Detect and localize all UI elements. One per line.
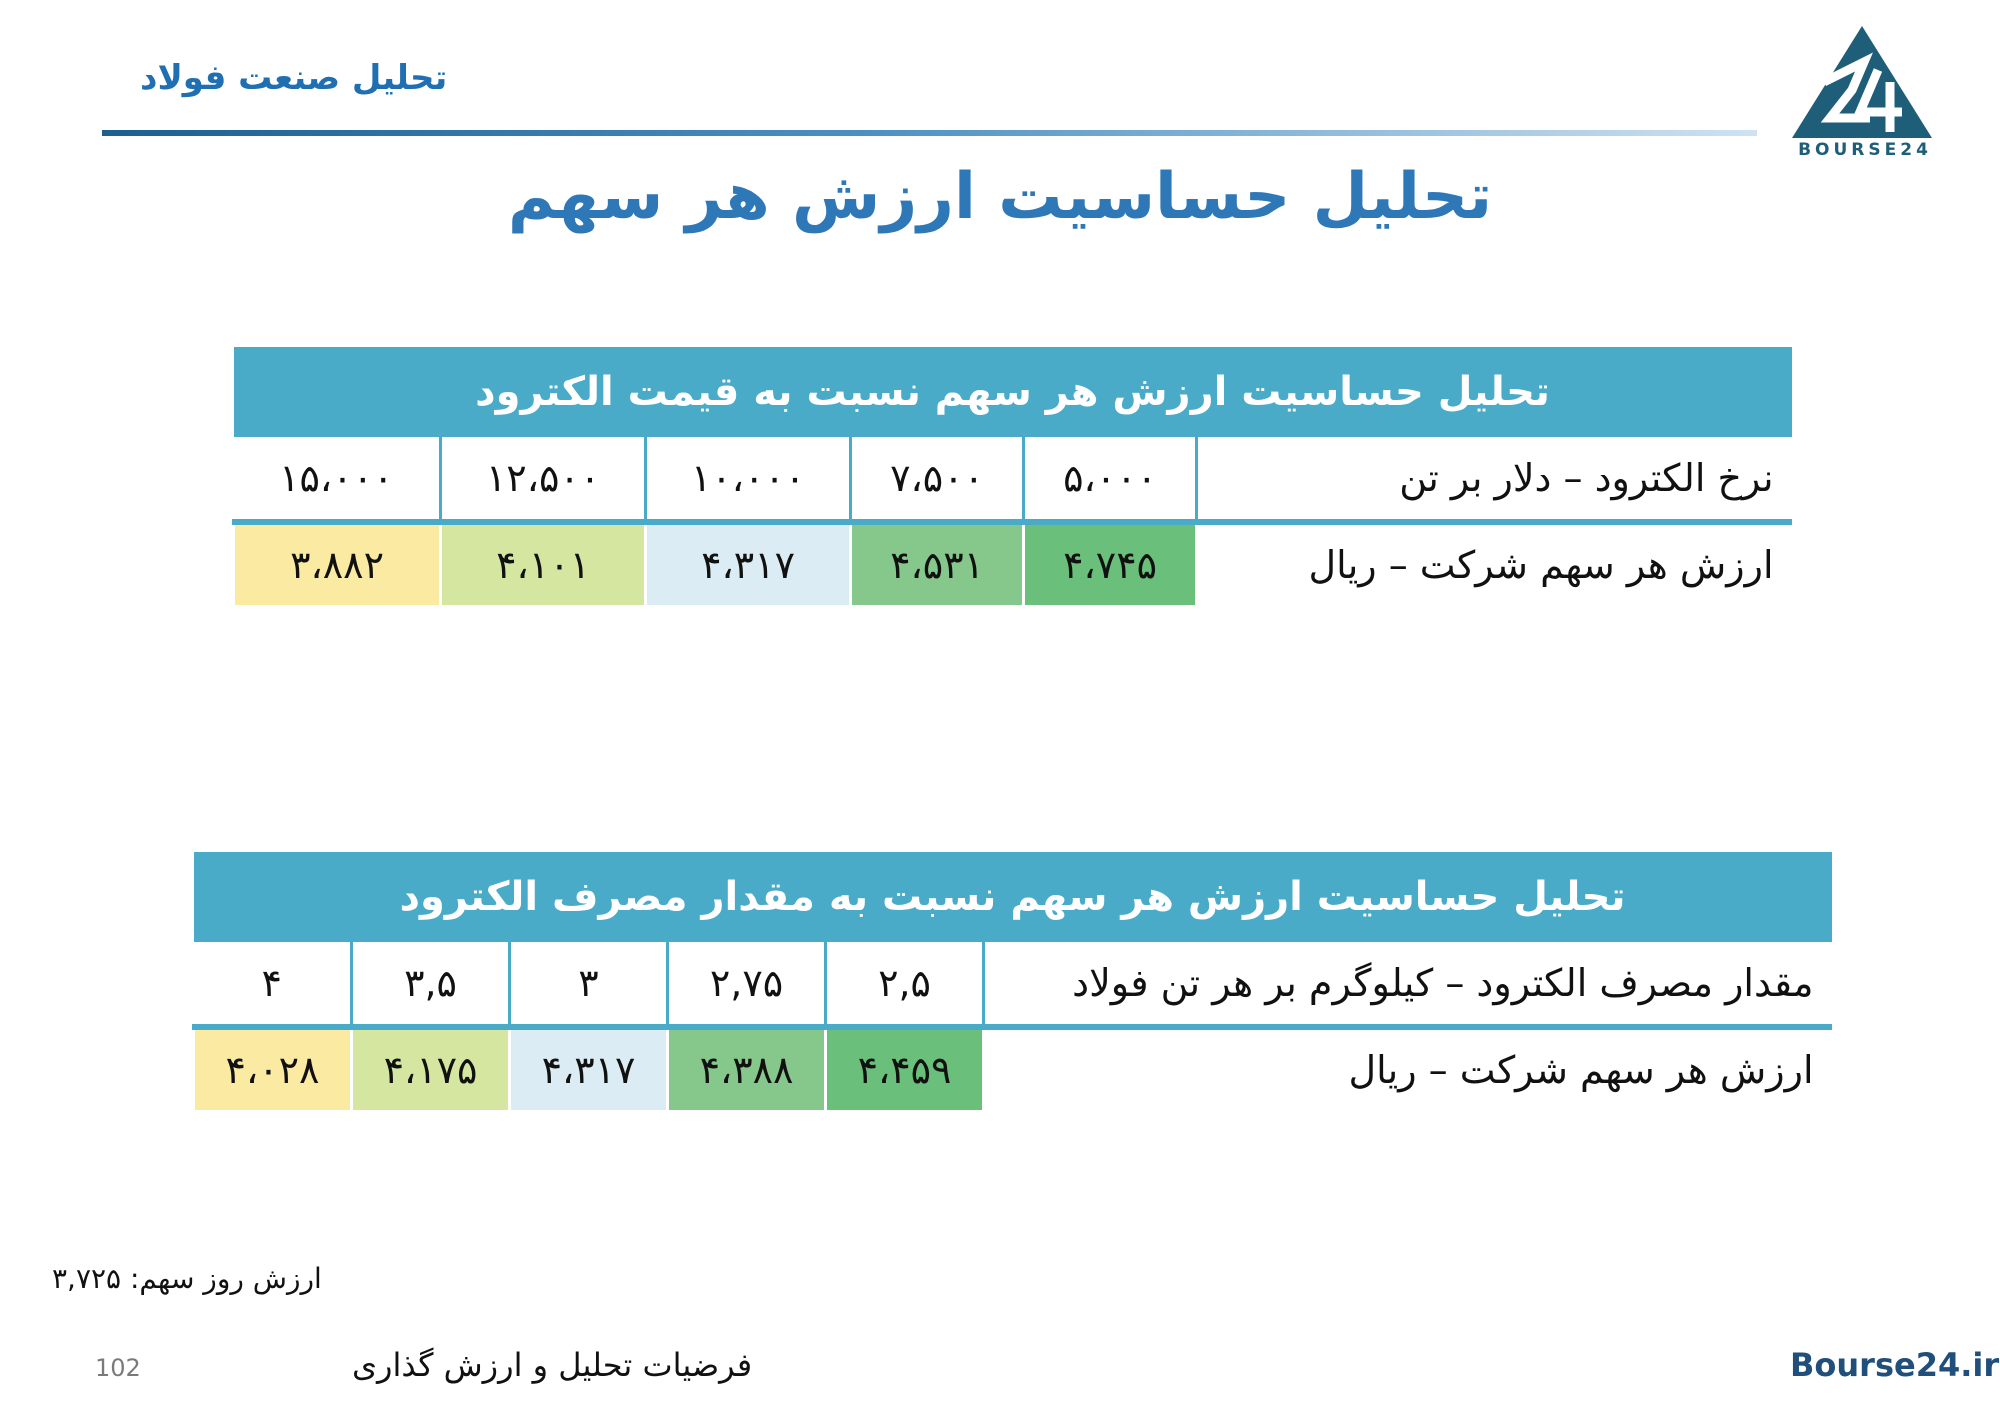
table-cell: ۴،۷۴۵ <box>1024 522 1197 605</box>
table-row <box>194 1027 1832 1110</box>
table-row <box>234 522 1792 605</box>
table-cell: ۳،۸۸۲ <box>234 522 441 605</box>
row-label: ارزش هر سهم شرکت – ریال <box>984 1027 1832 1110</box>
electrode-price-sensitivity-table <box>232 347 1792 605</box>
table-row <box>194 942 1832 1027</box>
table-cell: ۷،۵۰۰ <box>851 437 1024 522</box>
table-cell: ۴،۱۰۱ <box>441 522 646 605</box>
row-label: نرخ الکترود – دلار بر تن <box>1197 437 1792 522</box>
table-title: تحلیل حساسیت ارزش هر سهم نسبت به قیمت الکترود <box>234 347 1792 437</box>
table-cell: ۱۰،۰۰۰ <box>646 437 851 522</box>
row-label: مقدار مصرف الکترود – کیلوگرم بر هر تن فولاد <box>984 942 1832 1027</box>
table-title: تحلیل حساسیت ارزش هر سهم نسبت به مقدار مصرف الکترود <box>194 852 1832 942</box>
website-link[interactable]: Bourse24.ir <box>1790 1346 2000 1384</box>
table-cell: ۴،۱۷۵ <box>352 1027 510 1110</box>
table-cell: ۱۵،۰۰۰ <box>234 437 441 522</box>
electrode-consumption-sensitivity-table <box>192 852 1832 1110</box>
page-title: تحلیل حساسیت ارزش هر سهم <box>507 160 1493 234</box>
table-cell: ۴،۳۱۷ <box>510 1027 668 1110</box>
logo-text: BOURSE24 <box>1798 140 1932 160</box>
table-cell: ۴ <box>194 942 352 1027</box>
header-divider <box>102 130 1757 136</box>
table-cell: ۵،۰۰۰ <box>1024 437 1197 522</box>
table-cell: ۳ <box>510 942 668 1027</box>
page-number: 102 <box>95 1354 141 1382</box>
table-row <box>234 437 1792 522</box>
table-cell: ۴،۳۱۷ <box>646 522 851 605</box>
row-label: ارزش هر سهم شرکت – ریال <box>1197 522 1792 605</box>
footer-subtitle: فرضیات تحلیل و ارزش گذاری <box>352 1346 753 1384</box>
table-cell: ۴،۰۲۸ <box>194 1027 352 1110</box>
table-cell: ۴،۳۸۸ <box>668 1027 826 1110</box>
share-value-note: ارزش روز سهم: ۳,۷۲۵ <box>52 1262 322 1295</box>
table-cell: ۴،۵۳۱ <box>851 522 1024 605</box>
series-title: تحلیل صنعت فولاد <box>140 58 448 98</box>
table-cell: ۳,۵ <box>352 942 510 1027</box>
table-cell: ۱۲،۵۰۰ <box>441 437 646 522</box>
table-cell: ۴،۴۵۹ <box>826 1027 984 1110</box>
table-cell: ۲,۵ <box>826 942 984 1027</box>
table-cell: ۲,۷۵ <box>668 942 826 1027</box>
